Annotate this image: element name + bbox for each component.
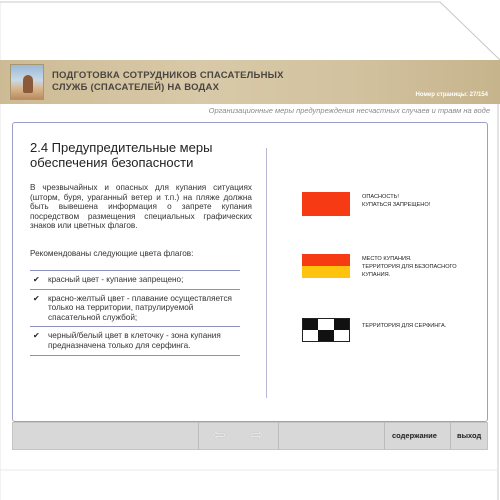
lifeguard-logo: [10, 64, 44, 100]
checkered-flag: [302, 318, 350, 342]
flag-color-list: [30, 270, 240, 356]
contents-button[interactable]: содержание: [392, 431, 437, 440]
list-item: [30, 270, 240, 289]
red-yellow-flag-label-line1: МЕСТО КУПАНИЯ.: [362, 256, 412, 262]
red-yellow-flag-label-line3: КУПАНИЯ.: [362, 272, 391, 278]
check-icon: ✔: [33, 331, 40, 341]
section-heading-line2: обеспечения безопасности: [30, 155, 194, 170]
intro-paragraph: В чрезвычайных и опасных для купания ситуациях (шторм, буря, ураганный ветер и т.п.) на пляже должна быть вывешена информация о запрете купания посредством размещения специальных графических знаков или цветных флагов.: [30, 183, 252, 231]
list-item-text: черный/белый цвет в клеточку - зона купания предназначена только для серфинга.: [48, 331, 221, 350]
red-yellow-flag-bottom: [302, 266, 350, 278]
page-number: Номер страницы: 27/154: [415, 92, 488, 98]
section-heading-line1: 2.4 Предупредительные меры: [30, 140, 213, 155]
red-flag: [302, 192, 350, 216]
recommend-text: Рекомендованы следующие цвета флагов:: [30, 249, 194, 258]
course-title-line2: СЛУЖБ (СПАСАТЕЛЕЙ) НА ВОДАХ: [52, 82, 220, 93]
check-icon: ✔: [33, 293, 40, 303]
red-yellow-flag-top: [302, 254, 350, 266]
chapter-subtitle: Организационные меры предупреждения несчастных случаев и травм на воде: [208, 106, 490, 115]
red-flag-label-line2: КУПАТЬСЯ ЗАПРЕЩЕНО!: [362, 202, 431, 208]
list-item: [30, 326, 240, 355]
list-item-text: красно-желтый цвет - плавание осуществляется только на территории, патрулируемой спасательной службой;: [48, 293, 232, 322]
checkered-flag-label: ТЕРРИТОРИЯ ДЛЯ СЕРФИНГА.: [362, 323, 447, 329]
section-heading: [30, 140, 250, 170]
course-title: [52, 70, 352, 94]
toolbar-separator: [278, 422, 279, 450]
exit-button[interactable]: выход: [457, 431, 482, 440]
prev-arrow-icon[interactable]: ⇦: [212, 427, 226, 444]
red-flag-label-line1: ОПАСНОСТЬ!: [362, 194, 399, 200]
column-divider: [266, 148, 267, 398]
red-flag-label: [362, 193, 430, 209]
list-item: [30, 289, 240, 327]
course-title-line1: ПОДГОТОВКА СОТРУДНИКОВ СПАСАТЕЛЬНЫХ: [52, 70, 284, 81]
red-yellow-flag-label: [362, 255, 457, 279]
toolbar-separator: [384, 422, 385, 450]
lifeguard-figure-icon: [23, 75, 33, 93]
red-yellow-flag-label-line2: ТЕРРИТОРИЯ ДЛЯ БЕЗОПАСНОГО: [362, 264, 457, 270]
list-item-text: красный цвет - купание запрещено;: [48, 275, 184, 284]
check-icon: ✔: [33, 275, 40, 284]
next-arrow-icon[interactable]: ⇨: [250, 427, 264, 444]
toolbar-separator: [198, 422, 199, 450]
toolbar-separator: [450, 422, 451, 450]
